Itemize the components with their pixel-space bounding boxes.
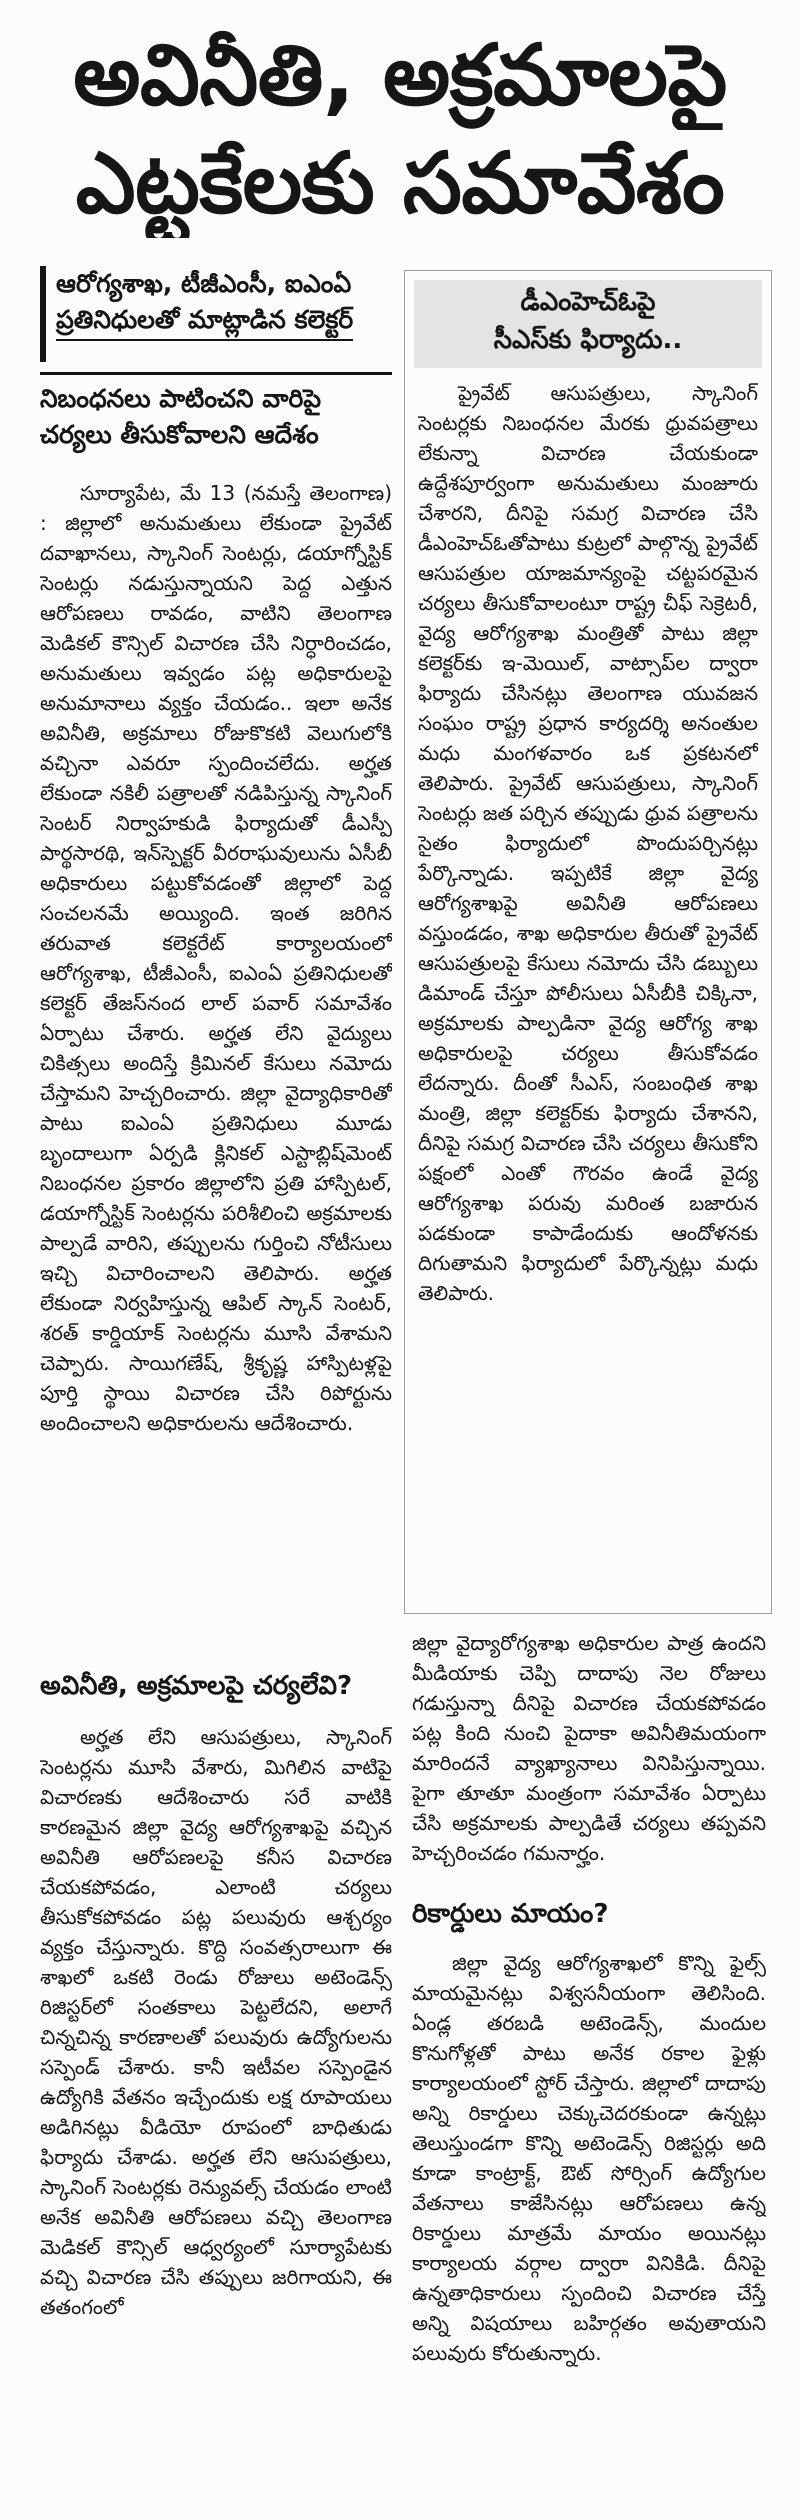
boxed-story-heading-line-2: సీఎస్‌కు ఫిర్యాదు.. [493, 324, 683, 355]
subhead-box [40, 372, 392, 470]
continued-paragraph: జిల్లా వైద్యారోగ్యశాఖ అధికారుల పాత్ర ఉందని మీడియాకు చెప్పి దాదాపు నెల రోజులు గడుస్తున్నా దీనిపై విచారణ చేయకపోవడం పట్ల కింది నుంచి పైదాకా అవినీతిమయంగా మారిందనే వ్యాఖ్యానాలు వినిపిస్తున్నాయి. పైగా తూతూ మంత్రంగా సమావేశం ఏర్పాటు చేసి అక్రమాలకు పాల్పడితే చర్యలు తప్పవని హెచ్చరించడం గమనార్హం. [412, 1631, 766, 1865]
headline-line-2-text: ఎట్టకేలకు సమావేశం [75, 134, 725, 232]
headline-line-2 [20, 134, 780, 238]
section-heading-left [40, 1670, 392, 1714]
section-paragraph-right: జిల్లా వైద్య ఆరోగ్యశాఖలో కొన్ని ఫైల్స్ మాయమైనట్లు విశ్వసనీయంగా తెలిసింది. ఏండ్ల తరబడి అటెండెన్స్, మందుల కొనుగోళ్లతో పాటు అనేక రకాల ఫైళ్లు కార్యాలయంలో స్టోర్ చేస్తారు. జిల్లాలో దాదాపు అన్ని రికార్డులు చెక్కుచెదరకుండా ఉన్నట్లు తెలుస్తుండగా కొన్ని అటెండెన్స్ రిజిస్టర్లు అది కూడా కాంట్రాక్ట్, ఔట్ సోర్సింగ్ ఉద్యోగుల వేతనాలు కాజేసినట్లు ఆరోపణలు ఉన్న రికార్డులు మాత్రమే మాయం అయినట్లు కార్యాలయ వర్గాల ద్వారా వినికిడి. దీనిపై ఉన్నతాధికారులు స్పందించి విచారణ చేస్తే అన్ని విషయాలు బహిర్గతం అవుతాయని పలువురు కోరుతున్నారు. [412, 1951, 766, 2365]
kicker-line-2: ప్రతినిధులతో మాట్లాడిన కలెక్టర్ [56, 302, 353, 340]
lead-paragraph-block [40, 478, 392, 1660]
section-paragraph-left-block [40, 1722, 392, 2500]
kicker-box [40, 266, 392, 362]
boxed-story-paragraph-block [418, 378, 758, 1604]
boxed-story-heading-line-1: డీఎంహెచ్ఓపై [520, 287, 656, 317]
kicker-line-1: ఆరోగ్యశాఖ, టీజీఎంసీ, ఐఎంఏ [56, 269, 352, 298]
section-paragraph-left: అర్హత లేని ఆసుపత్రులు, స్కానింగ్ సెంటర్లను మూసి వేశారు, మిగిలిన వాటిపై విచారణకు ఆదేశించారు సరే వాటికి కారణమైన జిల్లా వైద్య ఆరోగ్యశాఖపై వచ్చిన అవినీతి ఆరోపణలపై కనీస విచారణ చేయకపోవడం, ఎలాంటి చర్యలు తీసుకోకపోవడం పట్ల పలువురు ఆశ్చర్యం వ్యక్తం చేస్తున్నారు. కొద్ది సంవత్సరాలుగా ఈ శాఖలో ఒకటి రెండు రోజులు అటెండెన్స్ రిజిస్టర్‌లో సంతకాలు పెట్టలేదని, అలాగే చిన్నచిన్న కారణాలతో పలువురు ఉద్యోగులను సస్పెండ్ చేశారు. కానీ ఇటీవల సస్పెండైన ఉద్యోగికి వేతనం ఇచ్చేందుకు లక్ష రూపాయలు అడిగినట్లు వీడియో రూపంలో బాధితుడు ఫిర్యాదు చేశాడు. అర్హత లేని ఆసుపత్రులు, స్కానింగ్ సెంటర్లకు రెన్యువల్స్ చేయడం లాంటి అనేక అవినీతి ఆరోపణలు వచ్చి తెలంగాణ మెడికల్ కౌన్సిల్ ఆధ్వర్యంలో సూర్యాపేటకు వచ్చి విచారణ చేసి తప్పులు జరిగాయని, ఈ తతంగంలో [40, 1725, 392, 2319]
headline-line-1 [20, 26, 780, 130]
dateline: సూర్యాపేట, మే 13 (నమస్తే తెలంగాణ) : [40, 481, 392, 535]
boxed-story-heading [414, 280, 762, 368]
subhead-line-1: నిబంధనలు పాటించని వారిపై [40, 384, 322, 413]
subhead-line-2: చర్యలు తీసుకోవాలని ఆదేశం [40, 420, 319, 450]
section-heading-left-text: అవినీతి, అక్రమాలపై చర్యలేవి? [40, 1671, 353, 1701]
section-paragraph-right-block [412, 1948, 766, 2500]
section-heading-right-text: రికార్డులు మాయం? [412, 1899, 609, 1929]
section-heading-right [412, 1898, 766, 1942]
lead-paragraph [40, 478, 392, 1438]
headline-line-1-text: అవినీతి, అక్రమాలపై [73, 26, 727, 124]
boxed-story-paragraph: ప్రైవేట్ ఆసుపత్రులు, స్కానింగ్ సెంటర్లకు నిబంధనల మేరకు ధ్రువపత్రాలు లేకున్నా విచారణ చేయకుండా ఉద్దేశపూర్వంగా అనుమతులు మంజూరు చేశారని, దీనిపై సమగ్ర విచారణ చేసి డీఎంహెచ్ఓతోపాటు కుట్రలో పాల్గొన్న ప్రైవేట్ ఆసుపత్రుల యాజమాన్యంపై చట్టపరమైన చర్యలు తీసుకోవాలంటూ రాష్ట్ర చీఫ్ సెక్రెటరీ, వైద్య ఆరోగ్యశాఖ మంత్రితో పాటు జిల్లా కలెక్టర్‌కు ఇ-మెయిల్, వాట్సాప్‌ల ద్వారా ఫిర్యాదు చేసినట్లు తెలంగాణ యువజన సంఘం రాష్ట్ర ప్రధాన కార్యదర్శి అనంతుల మధు మంగళవారం ఒక ప్రకటనలో తెలిపారు. ప్రైవేట్ ఆసుపత్రులు, స్కానింగ్ సెంటర్లు జత పర్చిన తప్పుడు ధ్రువ పత్రాలను సైతం ఫిర్యాదులో పొందుపర్చినట్లు పేర్కొన్నాడు. ఇప్పటికే జిల్లా వైద్య ఆరోగ్యశాఖపై అవినీతి ఆరోపణలు వస్తుండడం, శాఖ అధికారుల తీరుతో ప్రైవేట్ ఆసుపత్రులపై కేసులు నమోదు చేసి డబ్బులు డిమాండ్ చేస్తూ పోలీసులు ఏసీబీకి చిక్కినా, అక్రమాలకు పాల్పడినా వైద్య ఆరోగ్య శాఖ అధికారులపై చర్యలు తీసుకోవడం లేదన్నారు. దీంతో సీఎస్, సంబంధిత శాఖ మంత్రి, జిల్లా కలెక్టర్‌కు ఫిర్యాదు చేశానని, దీనిపై సమగ్ర విచారణ చేసి చర్యలు తీసుకోని పక్షంలో ఎంతో గౌరవం ఉండే వైద్య ఆరోగ్యశాఖ పరువు మరింత బజారున పడకుండా కాపాడేందుకు ఆందోళనకు దిగుతామని ఫిర్యాదులో పేర్కొన్నట్లు మధు తెలిపారు. [418, 381, 758, 1305]
lead-text: జిల్లాలో అనుమతులు లేకుండా ప్రైవేట్ దవాఖానలు, స్కానింగ్ సెంటర్లు, డయాగ్నోస్టిక్ సెంటర్లు నడుస్తున్నాయని పెద్ద ఎత్తున ఆరోపణలు రావడం, వాటిని తెలంగాణ మెడికల్ కౌన్సిల్ విచారణ చేసి నిర్ధారించడం, అనుమతులు ఇవ్వడం పట్ల అధికారులపై అనుమానాలు వ్యక్తం చేయడం.. ఇలా అనేక అవినీతి, అక్రమాలు రోజుకొకటి వెలుగులోకి వచ్చినా ఎవరూ స్పందించలేదు. అర్హత లేకుండా నకిలీ పత్రాలతో నడిపిస్తున్న స్కానింగ్ సెంటర్ నిర్వాహకుడి ఫిర్యాదుతో డీఎస్పీ పార్థసారథి, ఇన్‌స్పెక్టర్ వీరరాఘవులును ఏసీబీ అధికారులు పట్టుకోవడంతో జిల్లాలో పెద్ద సంచలనమే అయ్యింది. ఇంత జరిగిన తరువాత కలెక్టరేట్ కార్యాలయంలో ఆరోగ్యశాఖ, టీజీఎంసీ, ఐఎంఏ ప్రతినిధులతో కలెక్టర్ తేజస్‌నంద లాల్ పవార్ సమావేశం ఏర్పాటు చేశారు. అర్హత లేని వైద్యులు చికిత్సలు అందిస్తే క్రిమినల్ కేసులు నమోదు చేస్తామని హెచ్చరించారు. జిల్లా వైద్యాధికారితో పాటు ఐఎంఏ ప్రతినిధులు మూడు బృందాలుగా ఏర్పడి క్లినికల్ ఎస్టాబ్లిష్‌మెంట్ నిబంధనల ప్రకారం జిల్లాలోని ప్రతి హాస్పిటల్, డయాగ్నోస్టిక్ సెంటర్లను పరిశీలించి అక్రమాలకు పాల్పడే వారిని, తప్పులను గుర్తించి నోటీసులు ఇచ్చి విచారించాలని తెలిపారు. అర్హత లేకుండా నిర్వహిస్తున్న ఆపిల్ స్కాన్ సెంటర్, శరత్ కార్డియాక్ సెంటర్లను మూసి వేశామని చెప్పారు. సాయిగణేష్, శ్రీకృష్ణ హాస్పిటళ్లపై పూర్తి స్థాయి విచారణ చేసి రిపోర్టును అందించాలని అధికారులను ఆదేశించారు. [40, 511, 392, 1435]
continued-paragraph-block [412, 1628, 766, 1890]
